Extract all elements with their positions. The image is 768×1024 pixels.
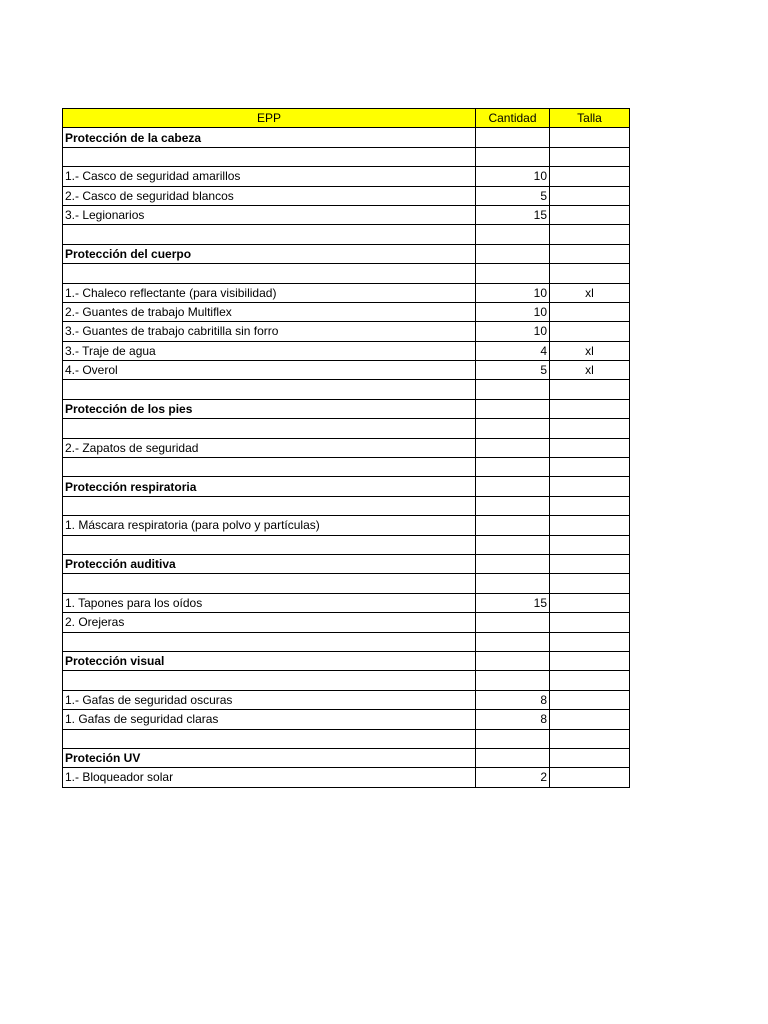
- section-title-cell[interactable]: Proteción UV: [63, 748, 476, 767]
- section-title-cell[interactable]: Protección del cuerpo: [63, 244, 476, 263]
- cantidad-cell[interactable]: [476, 477, 550, 496]
- header-epp[interactable]: EPP: [63, 109, 476, 128]
- section-row: [63, 554, 630, 573]
- cantidad-cell[interactable]: [476, 264, 550, 283]
- talla-cell[interactable]: [550, 574, 630, 593]
- table-row: [63, 322, 630, 341]
- item-cell[interactable]: 3.- Guantes de trabajo cabritilla sin forro: [63, 322, 476, 341]
- item-cell[interactable]: [63, 574, 476, 593]
- blank-row: [63, 496, 630, 515]
- section-row: [63, 651, 630, 670]
- blank-row: [63, 225, 630, 244]
- cantidad-cell[interactable]: 10: [476, 322, 550, 341]
- cantidad-cell[interactable]: [476, 574, 550, 593]
- blank-row: [63, 458, 630, 477]
- cantidad-cell[interactable]: [476, 147, 550, 166]
- item-cell[interactable]: [63, 632, 476, 651]
- cantidad-cell[interactable]: [476, 458, 550, 477]
- talla-cell[interactable]: [550, 768, 630, 787]
- talla-cell[interactable]: [550, 593, 630, 612]
- cantidad-cell[interactable]: [476, 128, 550, 147]
- section-title-cell[interactable]: Protección de la cabeza: [63, 128, 476, 147]
- cantidad-cell[interactable]: 10: [476, 167, 550, 186]
- blank-row: [63, 632, 630, 651]
- talla-cell[interactable]: [550, 380, 630, 399]
- section-title-cell[interactable]: Protección auditiva: [63, 554, 476, 573]
- item-cell[interactable]: 4.- Overol: [63, 361, 476, 380]
- cantidad-cell[interactable]: [476, 516, 550, 535]
- blank-row: [63, 535, 630, 554]
- header-cantidad[interactable]: Cantidad: [476, 109, 550, 128]
- table-row: [63, 302, 630, 321]
- section-row: [63, 244, 630, 263]
- item-cell[interactable]: 1. Máscara respiratoria (para polvo y partículas): [63, 516, 476, 535]
- item-cell[interactable]: [63, 458, 476, 477]
- table-row: [63, 438, 630, 457]
- header-talla[interactable]: Talla: [550, 109, 630, 128]
- table-body: [63, 128, 630, 787]
- blank-row: [63, 729, 630, 748]
- table-row: [63, 167, 630, 186]
- talla-cell[interactable]: [550, 632, 630, 651]
- cantidad-cell[interactable]: [476, 729, 550, 748]
- talla-cell[interactable]: [550, 729, 630, 748]
- cantidad-cell[interactable]: [476, 225, 550, 244]
- blank-row: [63, 264, 630, 283]
- item-cell[interactable]: [63, 380, 476, 399]
- table-row: [63, 361, 630, 380]
- talla-cell[interactable]: [550, 128, 630, 147]
- item-cell[interactable]: [63, 729, 476, 748]
- blank-row: [63, 574, 630, 593]
- section-title-cell[interactable]: Protección respiratoria: [63, 477, 476, 496]
- section-row: [63, 128, 630, 147]
- cantidad-cell[interactable]: 8: [476, 690, 550, 709]
- blank-row: [63, 419, 630, 438]
- talla-cell[interactable]: [550, 535, 630, 554]
- table-row: [63, 205, 630, 224]
- table-row: [63, 341, 630, 360]
- talla-cell[interactable]: [550, 186, 630, 205]
- talla-cell[interactable]: xl: [550, 341, 630, 360]
- talla-cell[interactable]: xl: [550, 361, 630, 380]
- item-cell[interactable]: 2.- Guantes de trabajo Multiflex: [63, 302, 476, 321]
- cantidad-cell[interactable]: [476, 632, 550, 651]
- talla-cell[interactable]: [550, 147, 630, 166]
- item-cell[interactable]: 1. Tapones para los oídos: [63, 593, 476, 612]
- section-title-cell[interactable]: Protección visual: [63, 651, 476, 670]
- cantidad-cell[interactable]: [476, 554, 550, 573]
- item-cell[interactable]: [63, 225, 476, 244]
- cantidad-cell[interactable]: 10: [476, 302, 550, 321]
- cantidad-cell[interactable]: [476, 496, 550, 515]
- item-cell[interactable]: 3.- Legionarios: [63, 205, 476, 224]
- section-row: [63, 399, 630, 418]
- talla-cell[interactable]: [550, 205, 630, 224]
- item-cell[interactable]: 2.- Casco de seguridad blancos: [63, 186, 476, 205]
- talla-cell[interactable]: [550, 244, 630, 263]
- cantidad-cell[interactable]: [476, 438, 550, 457]
- talla-cell[interactable]: [550, 516, 630, 535]
- item-cell[interactable]: [63, 496, 476, 515]
- talla-cell[interactable]: [550, 302, 630, 321]
- item-cell[interactable]: 1.- Gafas de seguridad oscuras: [63, 690, 476, 709]
- talla-cell[interactable]: [550, 225, 630, 244]
- section-title-cell[interactable]: Protección de los pies: [63, 399, 476, 418]
- talla-cell[interactable]: [550, 458, 630, 477]
- item-cell[interactable]: [63, 535, 476, 554]
- cantidad-cell[interactable]: 4: [476, 341, 550, 360]
- blank-row: [63, 671, 630, 690]
- item-cell[interactable]: 3.- Traje de agua: [63, 341, 476, 360]
- talla-cell[interactable]: [550, 167, 630, 186]
- table-row: [63, 690, 630, 709]
- talla-cell[interactable]: [550, 419, 630, 438]
- item-cell[interactable]: [63, 419, 476, 438]
- item-cell[interactable]: 1.- Chaleco reflectante (para visibilidad): [63, 283, 476, 302]
- talla-cell[interactable]: [550, 651, 630, 670]
- cantidad-cell[interactable]: 15: [476, 593, 550, 612]
- table-row: [63, 613, 630, 632]
- section-row: [63, 477, 630, 496]
- cantidad-cell[interactable]: 5: [476, 186, 550, 205]
- blank-row: [63, 147, 630, 166]
- talla-cell[interactable]: [550, 438, 630, 457]
- talla-cell[interactable]: [550, 477, 630, 496]
- cantidad-cell[interactable]: [476, 535, 550, 554]
- item-cell[interactable]: [63, 671, 476, 690]
- cantidad-cell[interactable]: 5: [476, 361, 550, 380]
- table-row: [63, 593, 630, 612]
- blank-row: [63, 380, 630, 399]
- cantidad-cell[interactable]: [476, 671, 550, 690]
- item-cell[interactable]: 2.- Zapatos de seguridad: [63, 438, 476, 457]
- cantidad-cell[interactable]: [476, 748, 550, 767]
- table-row: [63, 516, 630, 535]
- cantidad-cell[interactable]: [476, 244, 550, 263]
- item-cell[interactable]: 1.- Casco de seguridad amarillos: [63, 167, 476, 186]
- talla-cell[interactable]: [550, 399, 630, 418]
- table-row: [63, 283, 630, 302]
- talla-cell[interactable]: [550, 671, 630, 690]
- talla-cell[interactable]: [550, 710, 630, 729]
- cantidad-cell[interactable]: [476, 380, 550, 399]
- item-cell[interactable]: 1. Gafas de seguridad claras: [63, 710, 476, 729]
- item-cell[interactable]: [63, 147, 476, 166]
- talla-cell[interactable]: [550, 748, 630, 767]
- talla-cell[interactable]: [550, 496, 630, 515]
- epp-table: [62, 108, 630, 788]
- cantidad-cell[interactable]: [476, 613, 550, 632]
- talla-cell[interactable]: [550, 264, 630, 283]
- cantidad-cell[interactable]: 8: [476, 710, 550, 729]
- header-row: [63, 109, 630, 128]
- item-cell[interactable]: 2. Orejeras: [63, 613, 476, 632]
- cantidad-cell[interactable]: [476, 651, 550, 670]
- item-cell[interactable]: 1.- Bloqueador solar: [63, 768, 476, 787]
- table-row: [63, 710, 630, 729]
- cantidad-cell[interactable]: [476, 419, 550, 438]
- talla-cell[interactable]: xl: [550, 283, 630, 302]
- section-row: [63, 748, 630, 767]
- cantidad-cell[interactable]: 2: [476, 768, 550, 787]
- talla-cell[interactable]: [550, 690, 630, 709]
- table-row: [63, 186, 630, 205]
- cantidad-cell[interactable]: 15: [476, 205, 550, 224]
- talla-cell[interactable]: [550, 613, 630, 632]
- talla-cell[interactable]: [550, 554, 630, 573]
- cantidad-cell[interactable]: 10: [476, 283, 550, 302]
- item-cell[interactable]: [63, 264, 476, 283]
- table-row: [63, 768, 630, 787]
- cantidad-cell[interactable]: [476, 399, 550, 418]
- talla-cell[interactable]: [550, 322, 630, 341]
